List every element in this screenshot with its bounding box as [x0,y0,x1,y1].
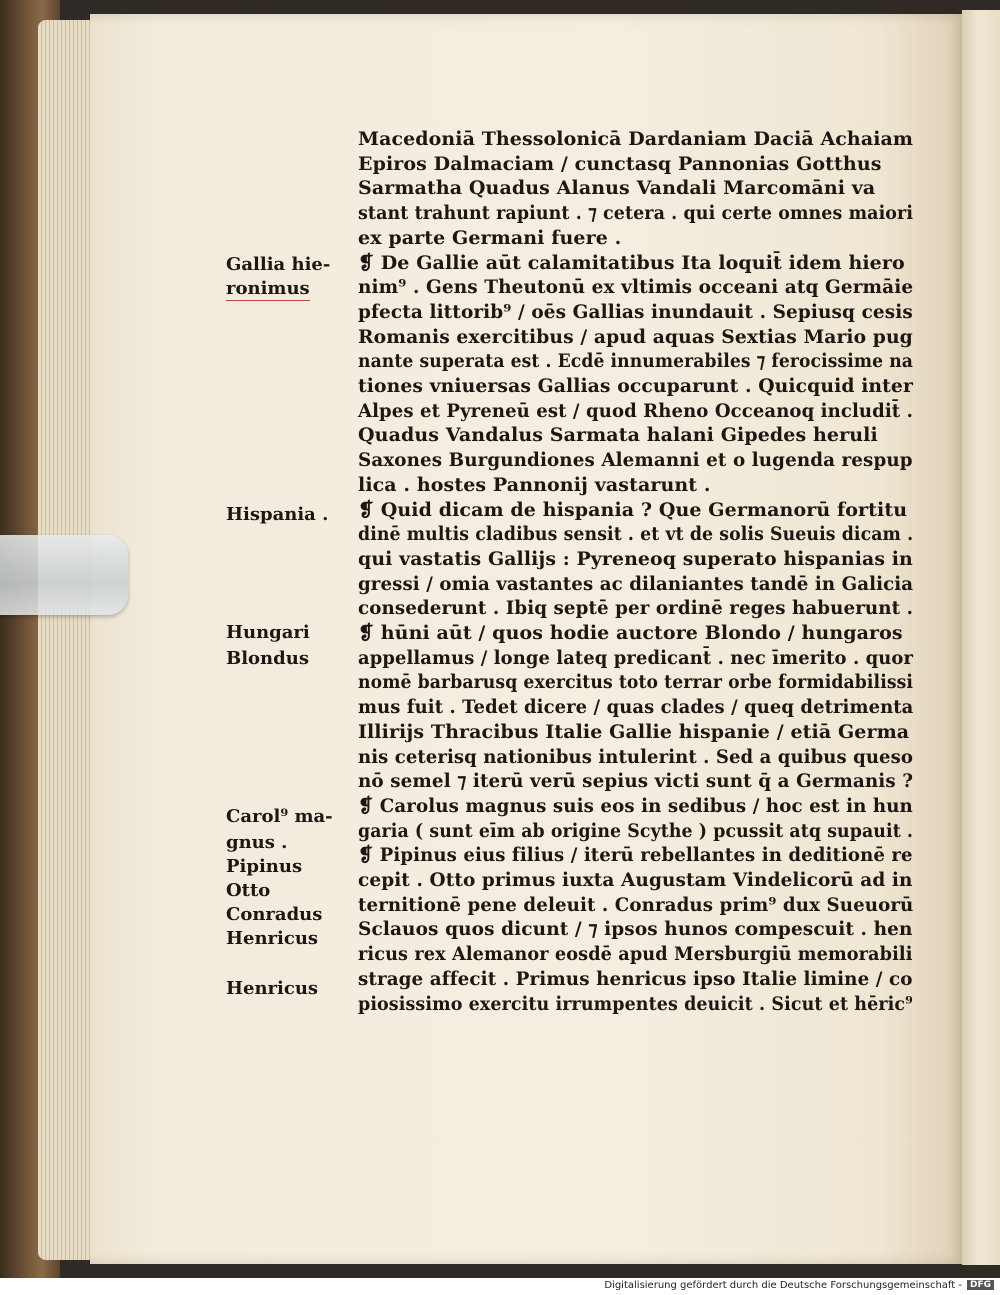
text-line: gressi / omia vastantes ac dilaniantes tandē in Galicia [358,573,914,595]
margin-underline [226,300,310,301]
text-line: nante superata est . Ecdē innumerabiles ⁊ ferocissime na [358,350,913,372]
text-line: Saxones Burgundiones Alemanni et o lugenda respup [358,449,913,471]
text-line: Quadus Vandalus Sarmata halani Gipedes heruli [358,424,878,446]
text-line: appellamus / longe lateq predicant̄ . nec īmerito . quor [358,647,913,669]
text-line: ❡ hūni aūt / quos hodie auctore Blondo / hungaros [358,622,903,644]
text-line: pfecta littorib⁹ / oēs Gallias inundauit . Sepiusq cesis [358,301,913,323]
text-line: qui vastatis Gallijs : Pyreneoq superato hispanias in [358,548,913,570]
margin-note-blondus: Blondus [226,648,309,669]
margin-note-gallia: Gallia hie- [226,254,331,275]
plastic-clip [0,535,128,615]
text-line: dinē multis cladibus sensit . et vt de solis Sueuis dicam . [358,523,914,545]
text-line: ex parte Germani fuere . [358,227,622,249]
margin-note-henricus-1: Henricus [226,928,319,949]
margin-note-conradus: Conradus [226,904,323,925]
text-line: garia ( sunt eīm ab origine Scythe ) pcussit atq supauit . [358,820,914,842]
text-line: consederunt . Ibiq septē per ordinē reges habuerunt . [358,597,914,619]
text-line: ❡ Pipinus eius filius / iterū rebellantes in deditionē re [358,844,913,866]
text-line: cepit . Otto primus iuxta Augustam Vindelicorū ad in [358,869,913,891]
margin-note-carolus: Carol⁹ ma- [226,806,333,827]
text-line: ❡ De Gallie aūt calamitatibus Ita loquit̄ idem hiero [358,252,905,274]
text-line: Epiros Dalmaciam / cunctasq Pannonias Gotthus [358,153,882,175]
margin-note-otto: Otto [226,880,271,901]
text-line: nomē barbarusq exercitus toto terrar orbe formidabilissi [358,671,914,693]
margin-note-henricus-2: Henricus [226,978,319,999]
text-line: ternitionē pene deleuit . Conradus prim⁹ dux Sueuorū [358,894,914,916]
text-line: nis ceterisq nationibus intulerint . Sed a quibus queso [358,746,913,768]
margin-note-hungari: Hungari [226,622,310,643]
text-line: Illirijs Thracibus Italie Gallie hispanie / etiā Germa [358,721,910,743]
text-line: mus fuit . Tedet dicere / quas clades / queq detrimenta [358,696,914,718]
footer-bar [0,1278,1000,1295]
margin-note-hispania: Hispania . [226,504,329,525]
text-line: strage affecit . Primus henricus ipso Italie limine / co [358,968,913,990]
dfg-logo: DFG [967,1280,994,1290]
margin-note-pipinus: Pipinus [226,856,303,877]
text-line: Sarmatha Quadus Alanus Vandali Marcomāni va [358,177,876,199]
text-line: piosissimo exercitu irrumpentes deuicit . Sicut et hēric⁹ [358,993,913,1015]
text-line: ❡ Quid dicam de hispania ? Que Germanorū fortitu [358,499,908,521]
footer-credit: Digitalisierung gefördert durch die Deutsche Forschungsgemeinschaft - [604,1280,962,1291]
text-line: Sclauos quos dicunt / ⁊ ipsos hunos compescuit . hen [358,918,913,940]
text-line: ricus rex Alemanor eosdē apud Mersburgiū memorabili [358,943,913,965]
text-line: lica . hostes Pannonij vastarunt . [358,474,711,496]
text-line: Romanis exercitibus / apud aquas Sextias Mario pug [358,326,913,348]
text-line: ❡ Carolus magnus suis eos in sedibus / hoc est in hun [358,795,913,817]
text-line: tiones vniuersas Gallias occuparunt . Quicquid inter [358,375,913,397]
text-line: nō semel ⁊ iterū verū sepius victi sunt q̄ a Germanis ? [358,770,914,792]
right-page-edge [962,10,1000,1265]
margin-note-hieronimus: ronimus [226,278,310,299]
text-line: Macedoniā Thessolonicā Dardaniam Daciā Achaiam [358,128,914,150]
text-line: Alpes et Pyreneū est / quod Rheno Occeanoq includit̄ . [358,400,913,422]
text-line: stant trahunt rapiunt . ⁊ cetera . qui certe omnes maiori [358,202,914,224]
text-line: nim⁹ . Gens Theutonū ex vltimis occeani atq Germāie [358,276,914,298]
margin-note-magnus: gnus . [226,832,288,853]
